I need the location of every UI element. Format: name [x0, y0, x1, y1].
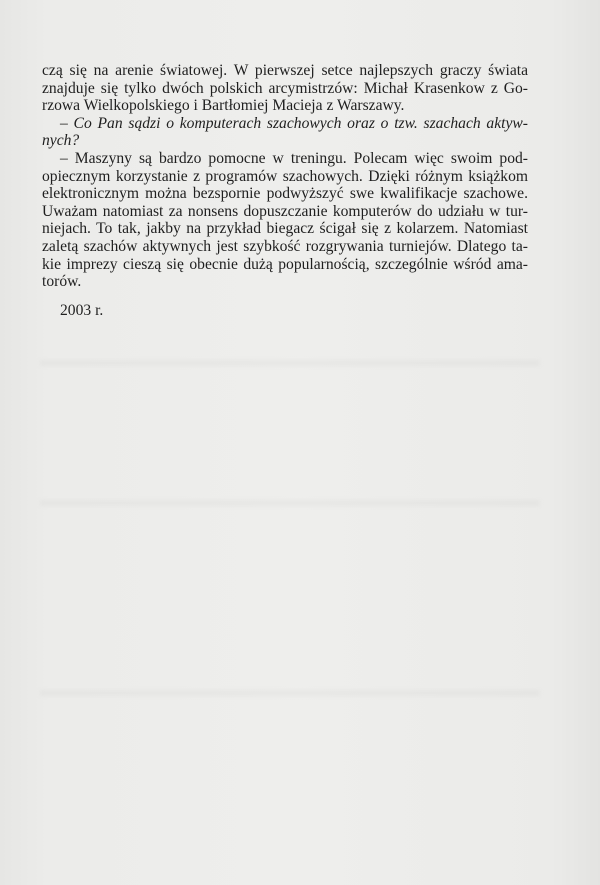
text-line: nych?	[42, 132, 80, 150]
text-line: kie imprezy cieszą się obecnie dużą popularnością, szczególnie wśród ama-	[42, 255, 528, 273]
date-signature: 2003 r.	[60, 302, 104, 319]
text-line: – Co Pan sądzi o komputerach szachowych oraz o tzw. szachach aktyw-	[60, 114, 528, 132]
text-line: rzowa Wielkopolskiego i Bartłomiej Macieja z Warszawy.	[42, 97, 405, 115]
interview-answer	[42, 150, 528, 291]
interview-question	[42, 115, 528, 150]
text-line: opiecznym korzystanie z programów szachowych. Dzięki różnym książkom	[42, 167, 528, 185]
show-through-shadow	[40, 690, 540, 696]
text-line: torów.	[42, 273, 82, 291]
text-line: elektronicznym można bezspornie podwyższyć swe kwalifikacje szachowe.	[42, 185, 528, 203]
show-through-shadow	[40, 360, 540, 366]
text-line: zaletą szachów aktywnych jest szybkość rozgrywania turniejów. Dlatego ta-	[42, 237, 528, 255]
text-line: znajduje się tylko dwóch polskich arcymistrzów: Michał Krasenkow z Go-	[42, 79, 528, 97]
show-through-shadow	[40, 500, 540, 506]
body-text	[42, 62, 528, 291]
text-line: Uważam natomiast za nonsens dopuszczanie komputerów do udziału w tur-	[42, 202, 528, 220]
text-line: – Maszyny są bardzo pomocne w treningu. Polecam więc swoim pod-	[60, 149, 528, 167]
paragraph-intro	[42, 62, 528, 115]
text-line: czą się na arenie światowej. W pierwszej setce najlepszych graczy świata	[42, 62, 528, 79]
text-line: niejach. To tak, jakby na przykład biegacz ścigał się z kolarzem. Natomiast	[42, 220, 528, 238]
